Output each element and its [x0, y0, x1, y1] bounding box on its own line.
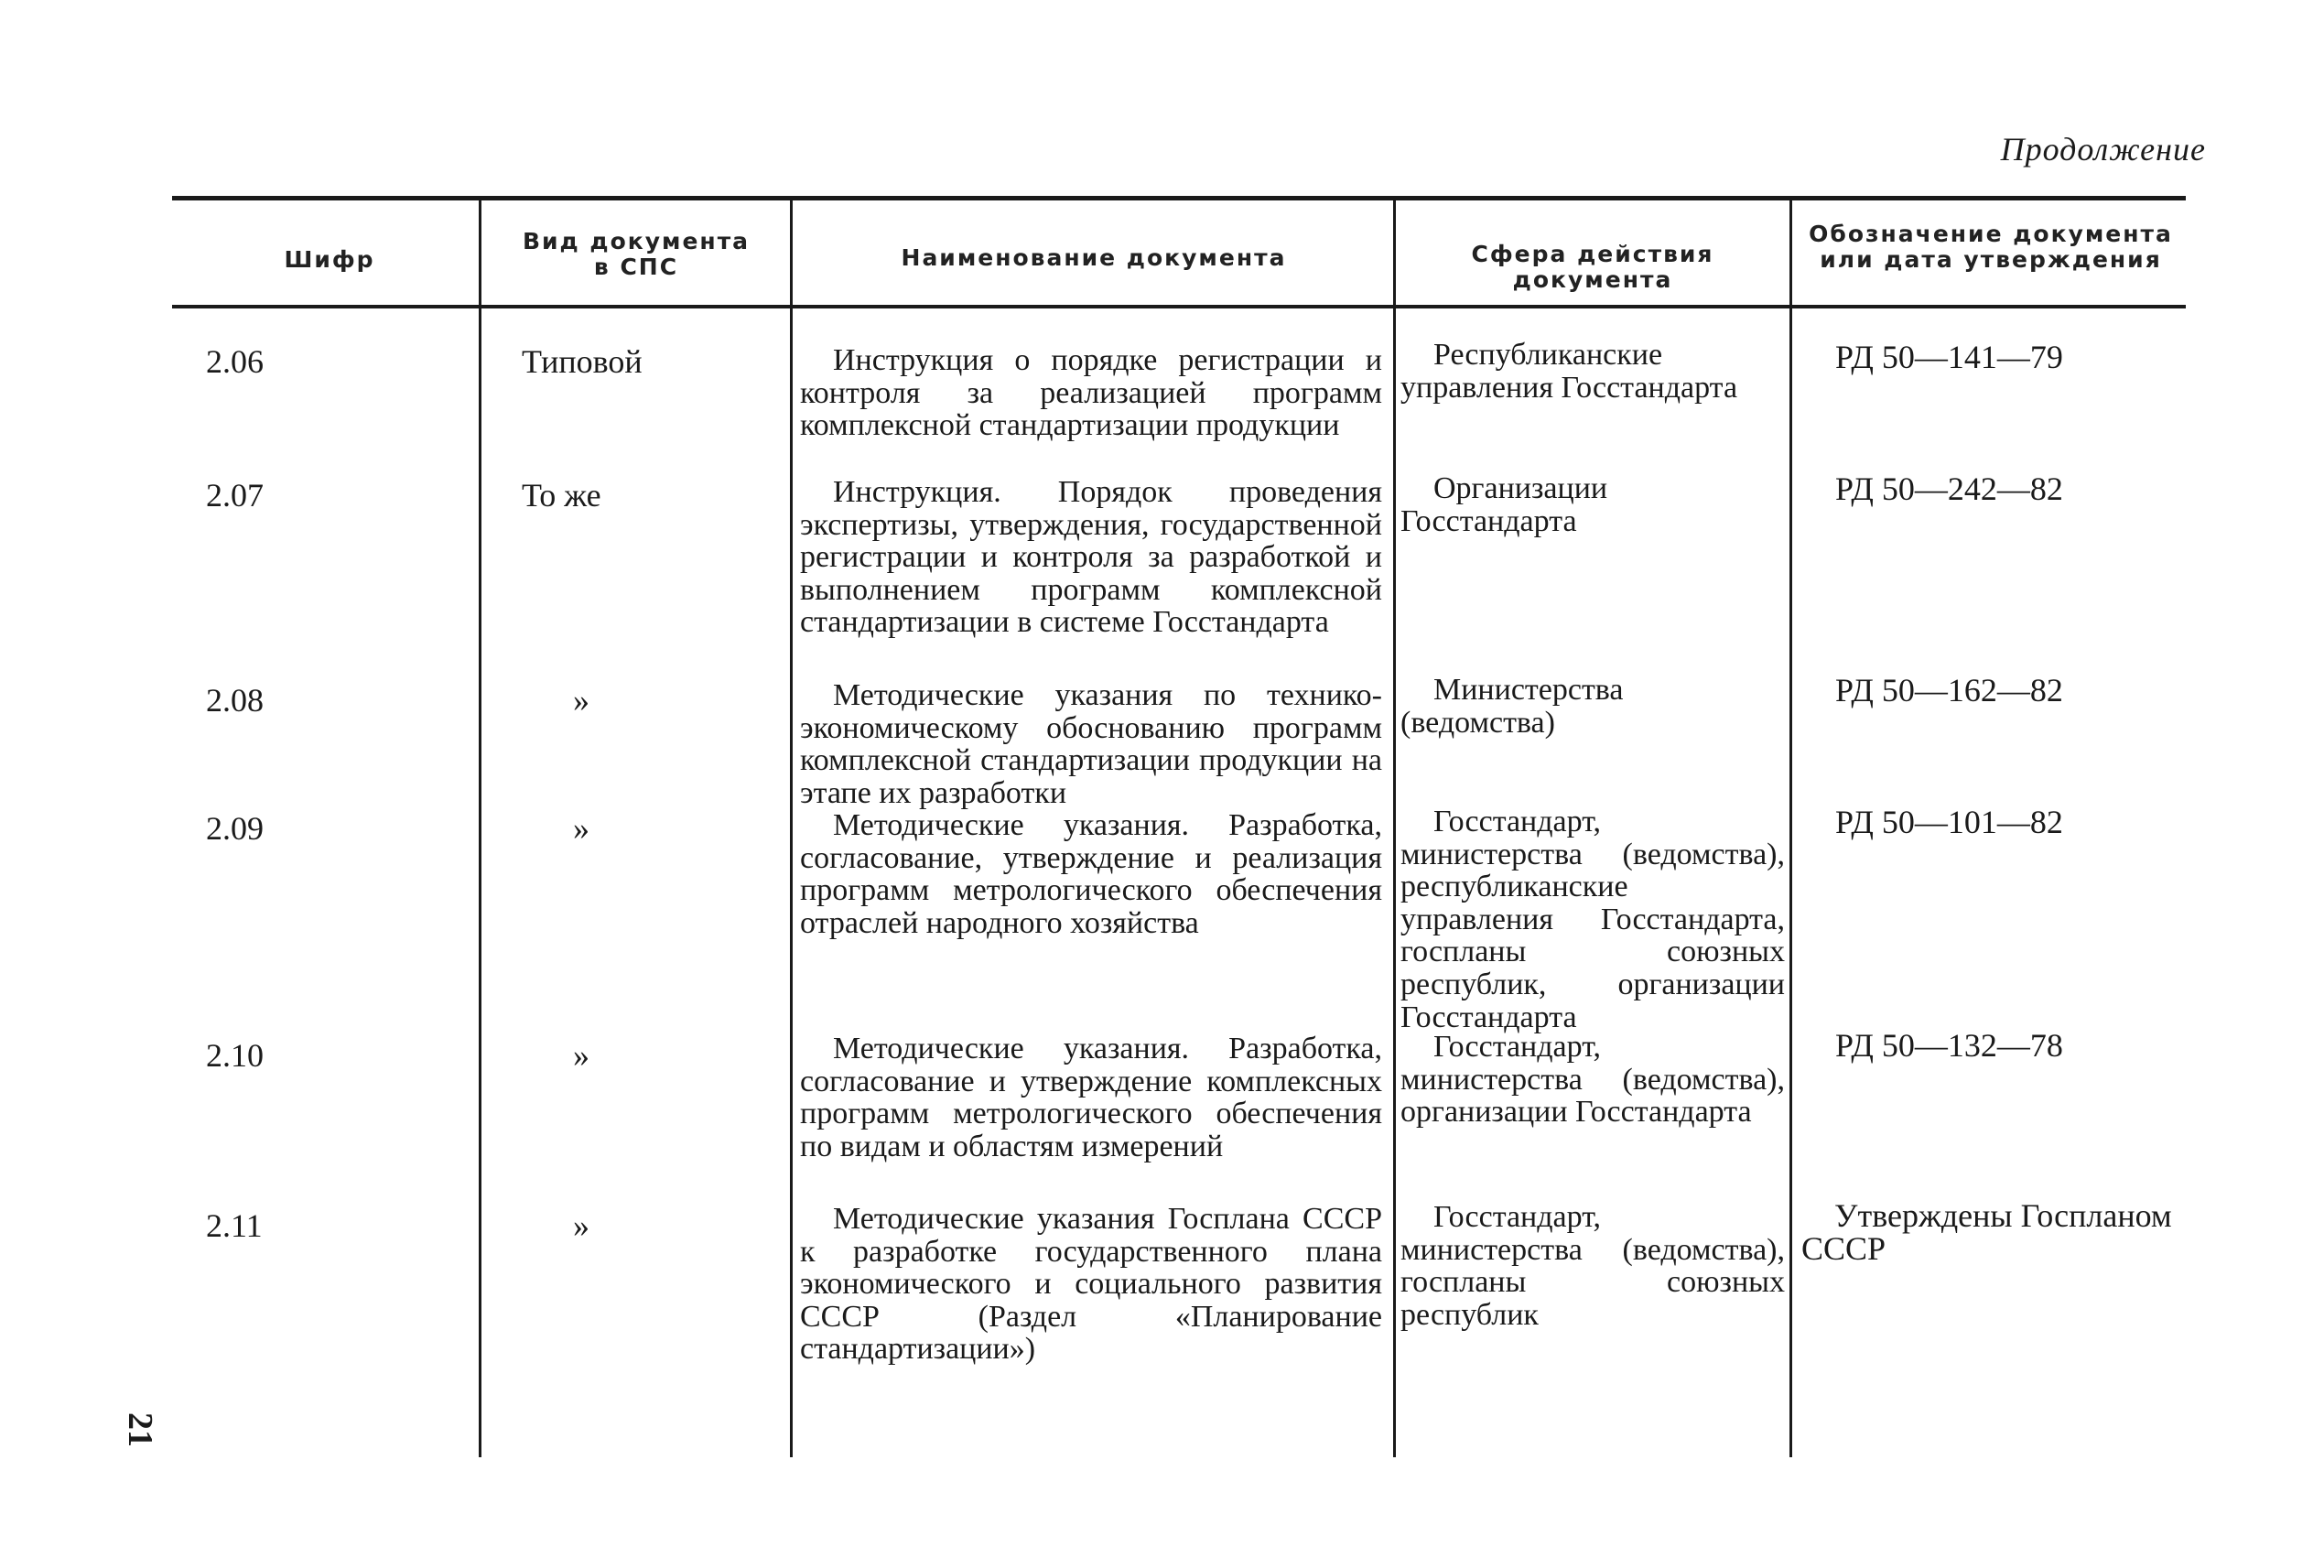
- header-scope: Сфера действия документа: [1471, 241, 1714, 293]
- row-kind: »: [573, 1037, 589, 1074]
- column-divider: [790, 196, 793, 1457]
- row-code: 2.10: [206, 1037, 264, 1074]
- row-code: 2.06: [206, 343, 264, 380]
- continued-label: Продолжение: [2000, 131, 2206, 168]
- header-name: Наименование документа: [901, 244, 1287, 271]
- row-scope: Госстандарт, министерства (ведомства), республиканские управления Госстандарта, госпланы союзных республик, организации Госстандарта: [1400, 805, 1785, 1034]
- row-designation: РД 50—101—82: [1835, 804, 2063, 840]
- row-code: 2.07: [206, 477, 264, 514]
- column-divider: [1789, 196, 1792, 1457]
- row-scope: Организации Госстандарта: [1400, 471, 1608, 538]
- page-number: 21: [121, 1412, 159, 1447]
- row-name: Инструкция о порядке регистрации и контроля за реализацией программ комплексной стандартизации продукции: [800, 343, 1382, 443]
- column-divider: [1393, 196, 1396, 1457]
- column-divider: [479, 196, 481, 1457]
- row-designation: РД 50—242—82: [1835, 470, 2063, 507]
- row-name: Методические указания. Разработка, согласование, утверждение и реализация программ метрологического обеспечения отраслей народного хозяйства: [800, 808, 1382, 940]
- row-designation: РД 50—141—79: [1835, 339, 2063, 375]
- header-code: Шифр: [284, 246, 375, 273]
- header-bottom-rule: [172, 305, 2186, 308]
- row-designation: Утверждены Госпланом СССР: [1801, 1197, 2172, 1267]
- row-scope: Госстандарт, министерства (ведомства), организации Госстандарта: [1400, 1030, 1785, 1130]
- row-kind: То же: [522, 477, 601, 514]
- table-top-rule: [172, 196, 2186, 200]
- header-designation: Обозначение документа или дата утверждения: [1809, 221, 2173, 273]
- row-code: 2.11: [206, 1207, 263, 1244]
- row-name: Инструкция. Порядок проведения экспертизы, утверждения, государственной регистрации и контроля за разработкой и выполнением программ комплексной стандартизации в системе Госстандарта: [800, 475, 1382, 640]
- row-designation: РД 50—132—78: [1835, 1027, 2063, 1064]
- row-scope: Министерства (ведомства): [1400, 673, 1624, 740]
- row-scope: Республиканские управления Госстандарта: [1400, 338, 1738, 405]
- row-kind: »: [573, 1207, 589, 1244]
- row-name: Методические указания Госплана СССР к разработке государственного плана экономического и социального развития СССР (Раздел «Планирование стандартизации»): [800, 1202, 1382, 1367]
- header-kind: Вид документа в СПС: [522, 228, 751, 280]
- row-name: Методические указания. Разработка, согласование и утверждение комплексных программ метрологического обеспечения по видам и областям измерений: [800, 1032, 1382, 1163]
- row-kind: Типовой: [522, 343, 643, 380]
- row-kind: »: [573, 810, 589, 847]
- row-name: Методические указания по технико-экономическому обоснованию программ комплексной стандартизации продукции на этапе их разработки: [800, 678, 1382, 810]
- row-scope: Госстандарт, министерства (ведомства), госпланы союзных республик: [1400, 1200, 1785, 1332]
- row-kind: »: [573, 682, 589, 719]
- row-designation: РД 50—162—82: [1835, 672, 2063, 708]
- row-code: 2.08: [206, 682, 264, 719]
- row-code: 2.09: [206, 810, 264, 847]
